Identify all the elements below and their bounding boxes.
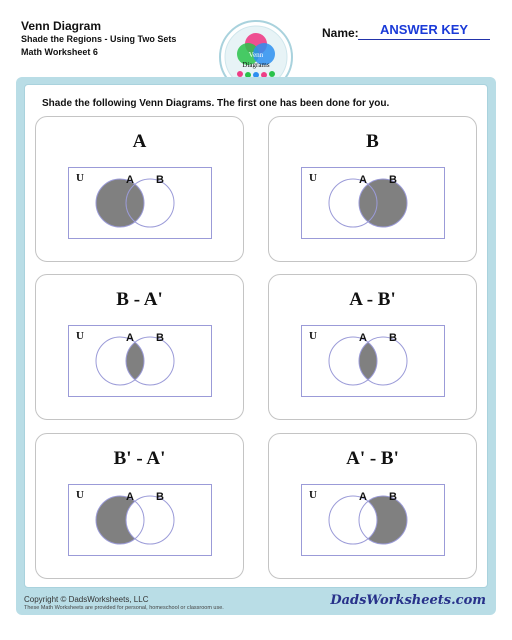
- worksheet-header: [21, 19, 176, 59]
- set-b-label: B: [156, 174, 164, 186]
- instructions-text: Shade the following Venn Diagrams. The first one has been done for you.: [42, 98, 390, 109]
- set-b-label: B: [389, 332, 397, 344]
- universe-label: U: [76, 489, 84, 501]
- set-a-label: A: [126, 332, 134, 344]
- name-answer-key: ANSWER KEY: [358, 22, 490, 40]
- venn-diagram: [301, 167, 445, 244]
- venn-card-title: A' - B': [346, 448, 399, 469]
- universe-label: U: [309, 172, 317, 184]
- footer-brand-logo: DadsWorksheets.com: [330, 593, 486, 608]
- footer-note: These Math Worksheets are provided for personal, homeschool or classroom use.: [24, 605, 224, 611]
- venn-card: [35, 433, 244, 579]
- venn-diagram: [301, 325, 445, 402]
- worksheet-subtitle: Shade the Regions - Using Two Sets: [21, 34, 177, 44]
- venn-card: [268, 433, 477, 579]
- venn-card-title: A - B': [349, 289, 396, 310]
- set-a-label: A: [126, 174, 134, 186]
- set-a-label: A: [359, 491, 367, 503]
- venn-card-title: B - A': [116, 289, 163, 310]
- venn-diagram: [68, 167, 212, 244]
- universe-label: U: [309, 489, 317, 501]
- venn-card: [35, 116, 244, 262]
- logo-text-venn: Venn: [248, 51, 264, 59]
- set-b-label: B: [389, 491, 397, 503]
- venn-card-title: B: [366, 131, 379, 152]
- venn-diagram: [68, 325, 212, 402]
- footer-copyright: Copyright © DadsWorksheets, LLC: [24, 595, 149, 604]
- venn-card: [268, 116, 477, 262]
- venn-card: [268, 274, 477, 420]
- venn-diagram: [301, 484, 445, 561]
- venn-card-title: A: [132, 131, 147, 152]
- name-label: Name:: [322, 26, 359, 40]
- set-a-label: A: [126, 491, 134, 503]
- set-b-label: B: [156, 491, 164, 503]
- set-a-label: A: [359, 174, 367, 186]
- venn-card-title: B' - A': [113, 448, 166, 469]
- set-a-label: A: [359, 332, 367, 344]
- worksheet-number: Math Worksheet 6: [21, 47, 98, 57]
- universe-label: U: [76, 330, 84, 342]
- venn-diagram: [68, 484, 212, 561]
- set-b-label: B: [389, 174, 397, 186]
- venn-card: [35, 274, 244, 420]
- universe-label: U: [76, 172, 84, 184]
- worksheet-title: Venn Diagram: [21, 19, 102, 33]
- universe-label: U: [309, 330, 317, 342]
- logo-text-diagrams: Diagrams: [242, 61, 270, 69]
- set-b-label: B: [156, 332, 164, 344]
